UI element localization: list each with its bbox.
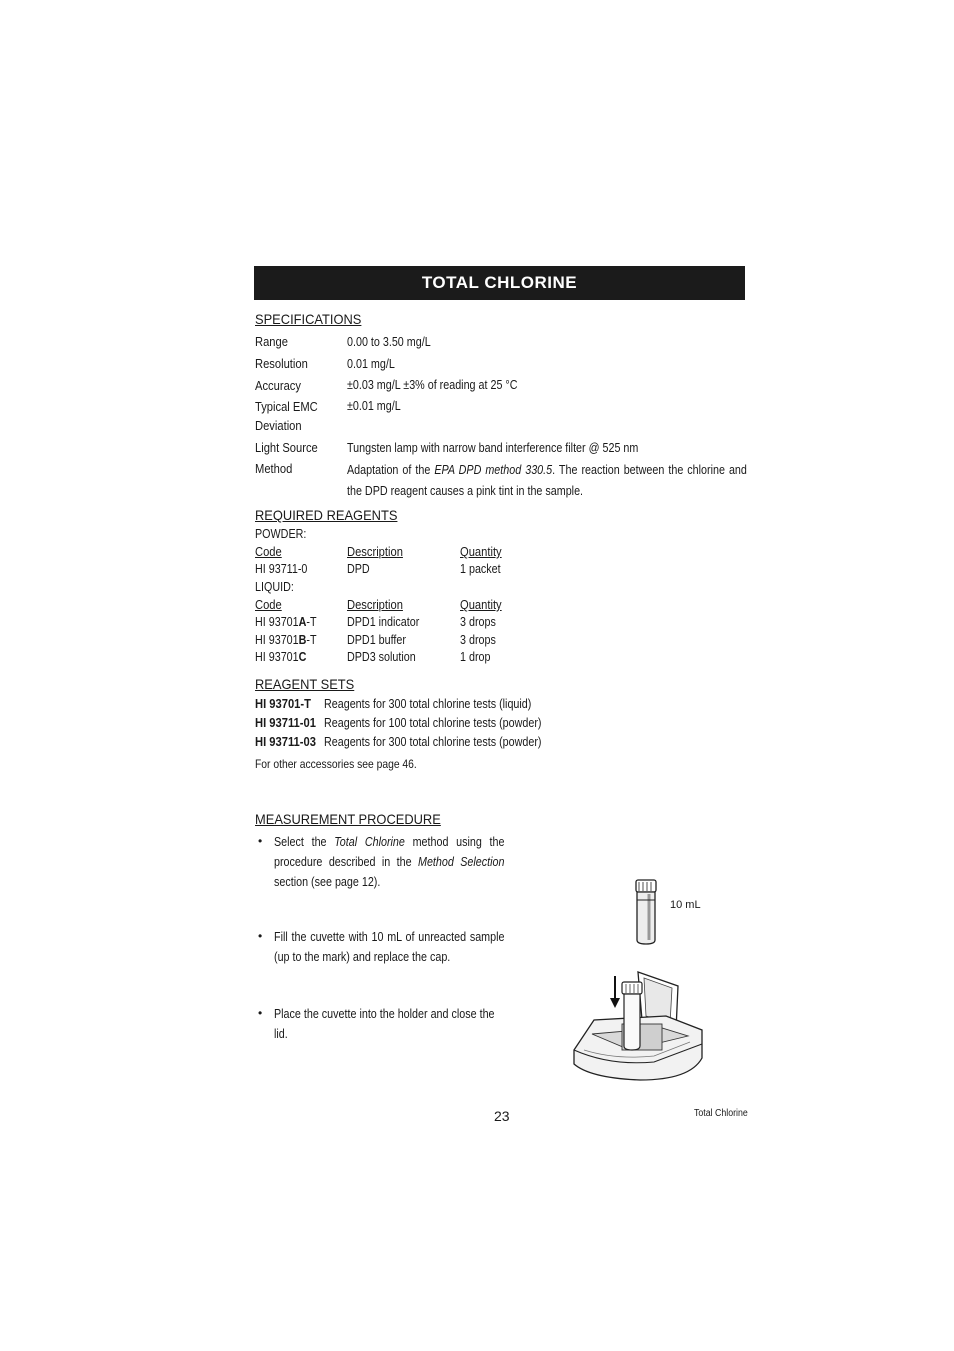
required-reagents-heading: REQUIRED REAGENTS: [255, 507, 398, 523]
emc-label-line2: Deviation: [255, 418, 302, 433]
powder-col-description: Description: [347, 544, 403, 559]
reagent-set-description: Reagents for 300 total chlorine tests (powder): [324, 735, 542, 749]
accessories-note: For other accessories see page 46.: [255, 757, 417, 771]
resolution-value: 0.01 mg/L: [347, 357, 395, 371]
reagent-set-code: HI 93711-03: [255, 734, 316, 749]
bullet: •: [258, 1006, 263, 1020]
reagent-set-code: HI 93701-T: [255, 696, 311, 711]
liquid-label: LIQUID:: [255, 580, 294, 594]
accuracy-value: ±0.03 mg/L ±3% of reading at 25 °C: [347, 378, 518, 392]
powder-row-quantity: 1 packet: [460, 562, 501, 576]
method-label: Method: [255, 461, 293, 476]
light-source-value: Tungsten lamp with narrow band interference filter @ 525 nm: [347, 441, 639, 455]
title-bar: [254, 266, 745, 300]
liquid-col-code: Code: [255, 597, 282, 612]
bullet: •: [258, 834, 263, 848]
liquid-row-description: DPD3 solution: [347, 650, 416, 664]
liquid-row-description: DPD1 buffer: [347, 633, 406, 647]
range-value: 0.00 to 3.50 mg/L: [347, 335, 431, 349]
method-text-pre: Adaptation of the: [347, 463, 435, 477]
method-text-italic: EPA DPD method 330.5: [434, 463, 553, 477]
volume-label: 10 mL: [670, 899, 701, 911]
liquid-row-code: HI 93701A-T: [255, 615, 317, 629]
reagent-sets-heading: REAGENT SETS: [255, 676, 355, 692]
resolution-label: Resolution: [255, 356, 308, 371]
reagent-set-description: Reagents for 300 total chlorine tests (liquid): [324, 697, 532, 711]
procedure-step-2: Fill the cuvette with 10 mL of unreacted sample (up to the mark) and replace the cap.: [274, 930, 505, 964]
footer-section-name: Total Chlorine: [694, 1108, 748, 1119]
liquid-row-code: HI 93701B-T: [255, 633, 317, 647]
accuracy-label: Accuracy: [255, 378, 301, 393]
liquid-col-description: Description: [347, 597, 403, 612]
procedure-step-3: Place the cuvette into the holder and close the lid.: [274, 1007, 495, 1041]
liquid-row-quantity: 3 drops: [460, 633, 496, 647]
powder-col-code: Code: [255, 544, 282, 559]
powder-row-description: DPD: [347, 562, 370, 576]
liquid-row-quantity: 3 drops: [460, 615, 496, 629]
liquid-col-quantity: Quantity: [460, 597, 502, 612]
method-description: [347, 460, 747, 502]
liquid-row-code: HI 93701C: [255, 650, 307, 664]
reagent-set-description: Reagents for 100 total chlorine tests (powder): [324, 716, 542, 730]
bullet: •: [258, 929, 263, 943]
reagent-set-code: HI 93711-01: [255, 715, 316, 730]
emc-label-line1: Typical EMC: [255, 399, 318, 414]
page-title: TOTAL CHLORINE: [421, 273, 578, 292]
specifications-heading: SPECIFICATIONS: [255, 311, 362, 327]
procedure-step-1: Select the Total Chlorine method using the procedure described in the Method Selection section (see page 12).: [274, 835, 505, 889]
liquid-row-quantity: 1 drop: [460, 650, 491, 664]
cuvette-illustration: [630, 878, 662, 946]
light-source-label: Light Source: [255, 440, 318, 455]
measurement-procedure-heading: MEASUREMENT PROCEDURE: [255, 811, 441, 827]
method-text-post: . The reaction between the chlorine and the DPD reagent causes a pink tint in the sample.: [347, 463, 747, 498]
emc-value: ±0.01 mg/L: [347, 399, 401, 413]
meter-illustration: [570, 968, 710, 1086]
powder-col-quantity: Quantity: [460, 544, 502, 559]
range-label: Range: [255, 334, 288, 349]
liquid-row-description: DPD1 indicator: [347, 615, 420, 629]
powder-label: POWDER:: [255, 527, 307, 541]
page-number: 23: [494, 1108, 510, 1124]
powder-row-code: HI 93711-0: [255, 562, 308, 576]
